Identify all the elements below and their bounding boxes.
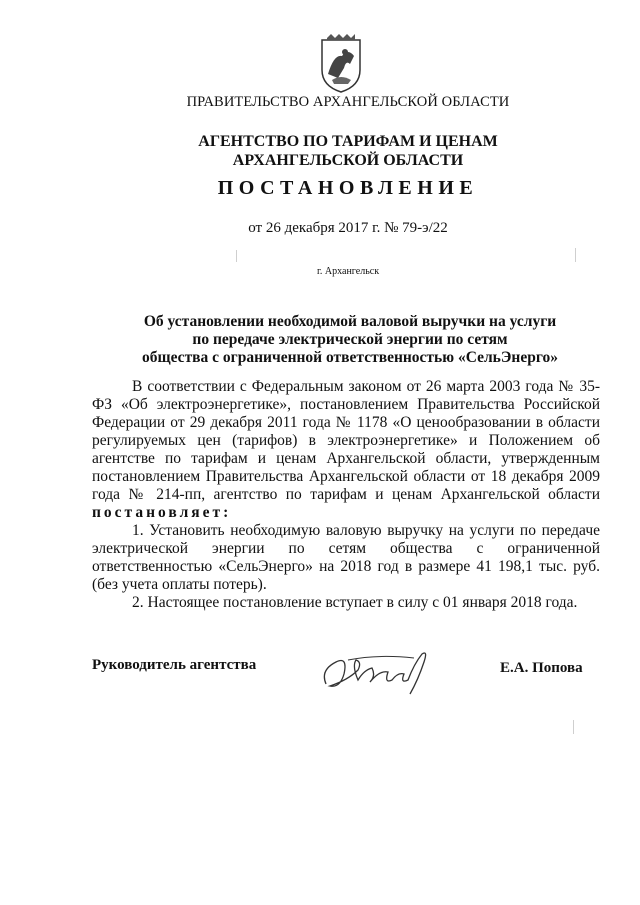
agency-name-line2: АРХАНГЕЛЬСКОЙ ОБЛАСТИ xyxy=(232,152,464,169)
document-type: ПОСТАНОВЛЕНИЕ xyxy=(217,177,479,199)
item-2: 2. Настоящее постановление вступает в силу с 01 января 2018 года. xyxy=(132,594,578,611)
scan-mark xyxy=(573,720,574,734)
signatory-name: Е.А. Попова xyxy=(500,660,583,676)
agency-name xyxy=(0,132,640,170)
agency-name-line1: АГЕНТСТВО ПО ТАРИФАМ И ЦЕНАМ xyxy=(198,133,498,150)
document-city: г. Архангельск xyxy=(316,266,380,277)
government-name: ПРАВИТЕЛЬСТВО АРХАНГЕЛЬСКОЙ ОБЛАСТИ xyxy=(186,94,510,110)
signature-image xyxy=(318,640,448,700)
scan-mark xyxy=(575,248,576,262)
document-body xyxy=(92,378,600,612)
subject-line2: по передаче электрической энергии по сетям xyxy=(192,331,508,348)
scan-mark xyxy=(236,250,237,262)
document-subject xyxy=(120,313,580,367)
subject-line3: общества с ограниченной ответственностью «СельЭнерго» xyxy=(142,349,558,366)
resolves-colon: : xyxy=(223,504,229,521)
document-date-number: от 26 декабря 2017 г. № 79-э/22 xyxy=(248,220,448,236)
resolves-word: постановляет xyxy=(92,504,224,521)
signatory-title: Руководитель агентства xyxy=(92,657,257,673)
preamble-paragraph xyxy=(92,378,600,522)
item-1: 1. Установить необходимую валовую выручку на услуги по передаче электрической энергии по сетям общества с ограниченной ответственностью «СельЭнерго» на 2018 год в размере 41 198,1 тыс. руб. (без учета оплаты потерь). xyxy=(92,522,600,593)
coat-of-arms-icon xyxy=(318,34,364,94)
subject-line1: Об установлении необходимой валовой выручки на услуги xyxy=(143,313,557,330)
preamble-text: В соответствии с Федеральным законом от 26 марта 2003 года № 35-ФЗ «Об электроэнергетике», постановлением Правительства Российской Федерации от 29 декабря 2011 года № 1178 «О ценообразовании в области регулируемых цен (тарифов) в электроэнергетике» и Положением об агентстве по тарифам и ценам Архангельской области, утвержденным постановлением Правительства Архангельской области от 18 декабря 2009 года № 214-пп, агентство по тарифам и ценам Архангельской области xyxy=(92,378,600,503)
